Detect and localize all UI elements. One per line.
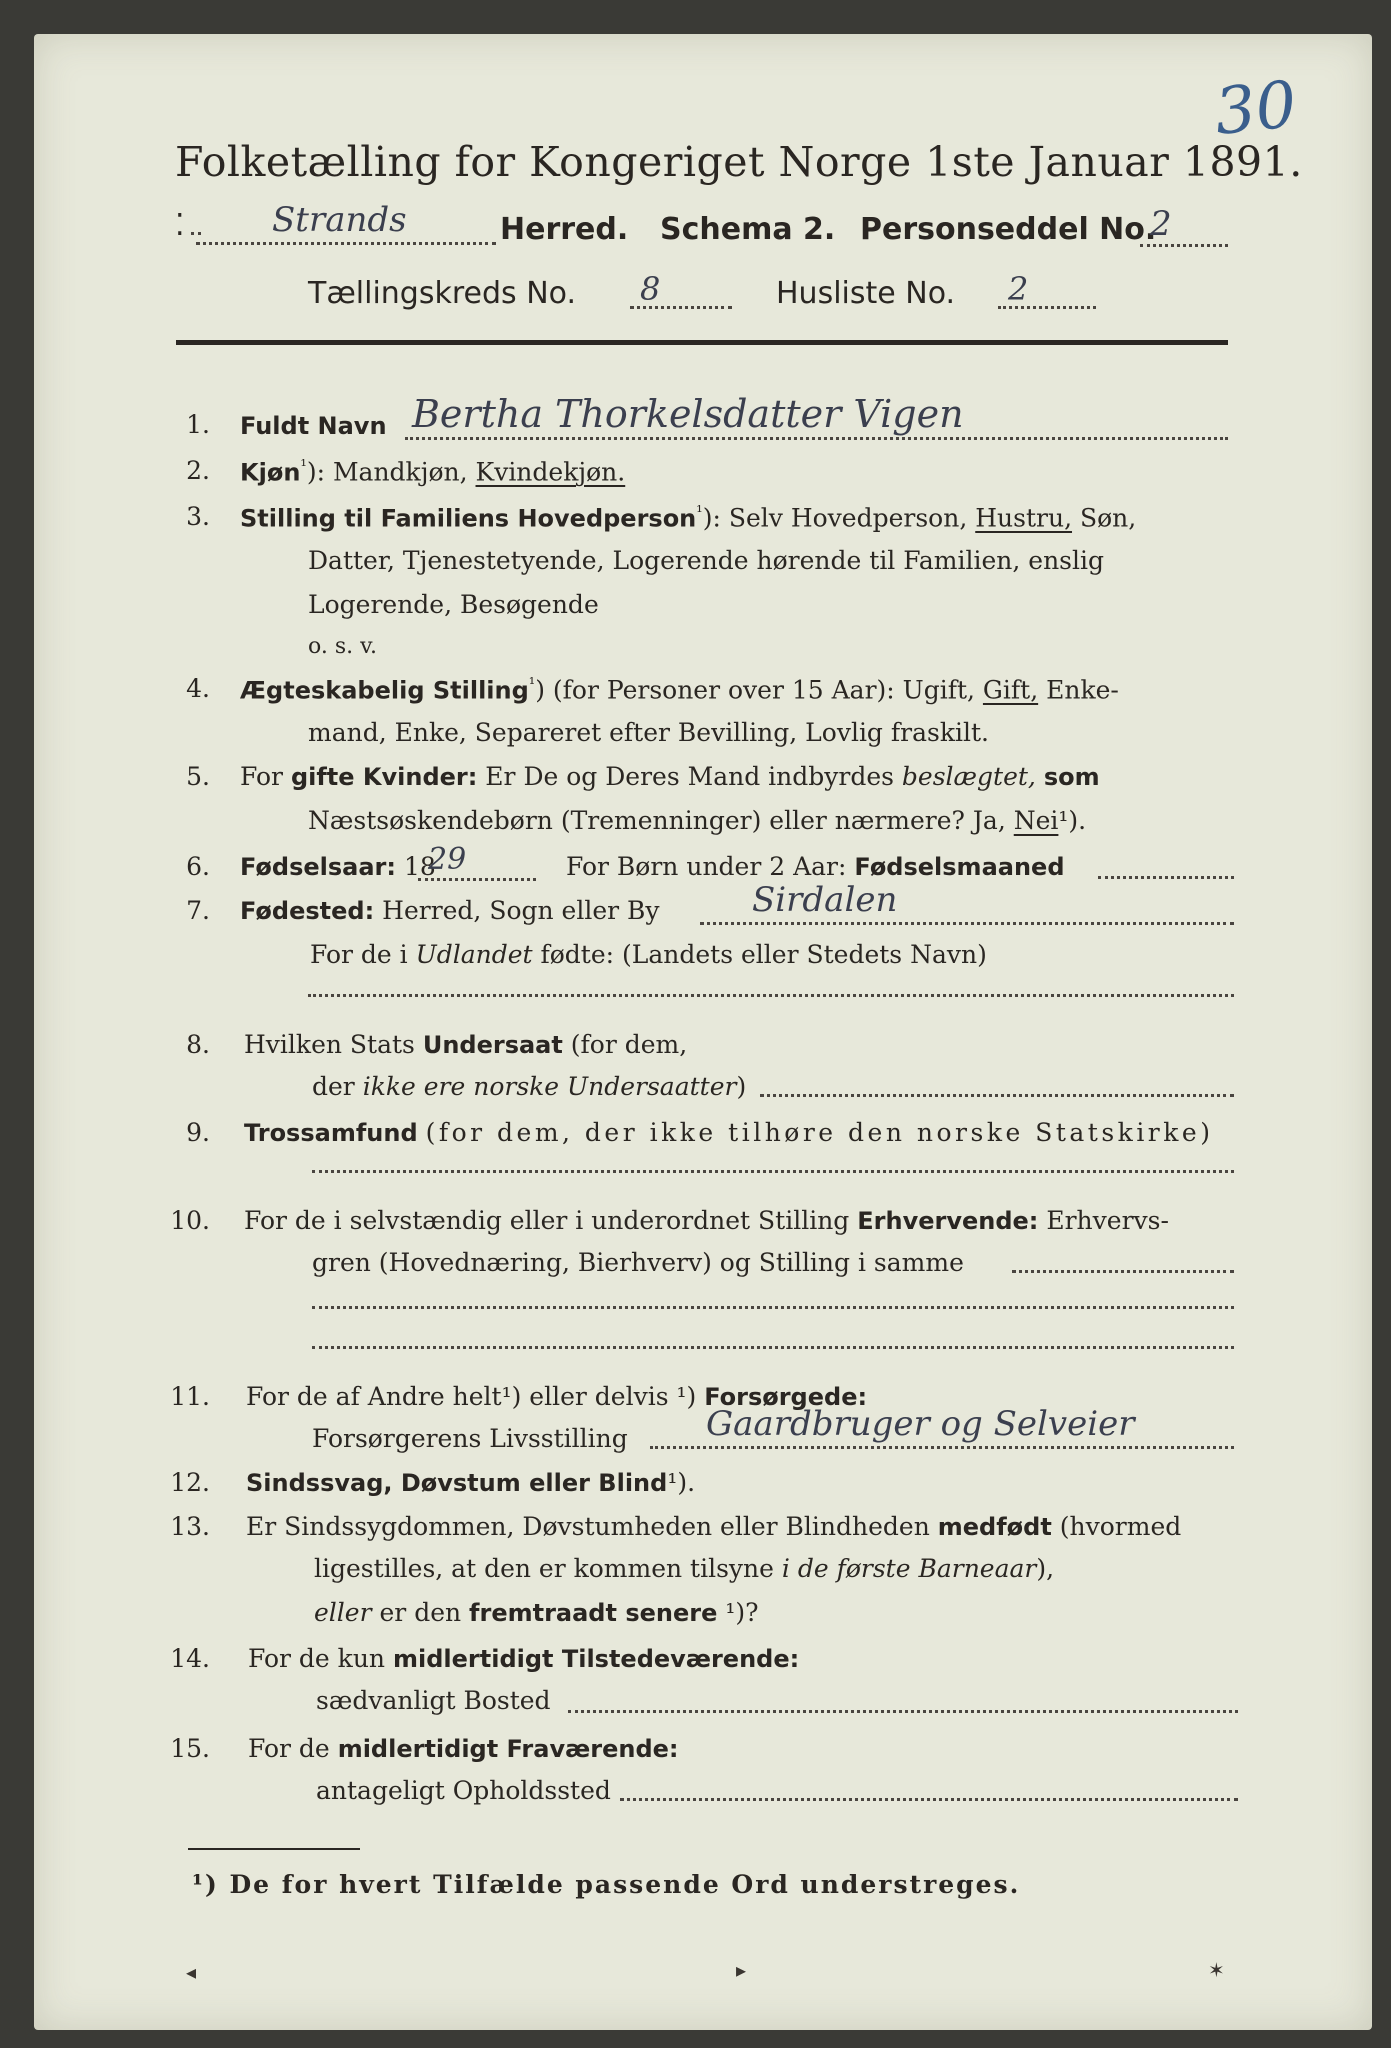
q14-line2: sædvanligt Bosted: [316, 1686, 551, 1715]
item-number: 11.: [170, 1382, 210, 1411]
q11-dots: [650, 1446, 1234, 1449]
q1-name-value: Bertha Thorkelsdatter Vigen: [412, 392, 964, 436]
q11-line: For de af Andre helt¹) eller delvis ¹) Forsørgede:: [246, 1382, 868, 1411]
item-number: 4.: [186, 674, 210, 703]
q15-line: For de midlertidigt Fraværende:: [248, 1734, 679, 1763]
schema-label: Schema 2.: [660, 212, 836, 247]
herred-dots: [196, 242, 496, 245]
q6-dots-b: [1098, 876, 1234, 879]
q10-dots-3: [312, 1346, 1234, 1349]
q7-birthplace-value: Sirdalen: [752, 880, 898, 920]
item-number: 8.: [186, 1030, 210, 1059]
q11-line2: Forsørgerens Livsstilling: [312, 1424, 628, 1453]
q7-dots-2: [308, 994, 1234, 997]
footnote: ¹) De for hvert Tilfælde passende Ord understreges.: [192, 1870, 1021, 1899]
q15-dots: [620, 1798, 1238, 1801]
item-number: 13.: [170, 1512, 210, 1541]
q4-selected: Gift,: [982, 675, 1039, 705]
husliste-value: 2: [1008, 270, 1029, 308]
q3-line4: o. s. v.: [308, 634, 377, 659]
q6-line-b: For Børn under 2 Aar: Fødselsmaaned: [566, 852, 1065, 881]
q3-selected: Hustru,: [975, 503, 1073, 533]
q10-line: For de i selvstændig eller i underordnet Stilling Erhvervende: Erhvervs-: [244, 1206, 1169, 1235]
q10-line2: gren (Hovednæring, Bierhverv) og Stilling i samme: [312, 1248, 964, 1277]
q8-line: Hvilken Stats Undersaat (for dem,: [244, 1030, 688, 1059]
q10-dots-2: [312, 1306, 1234, 1309]
q13-line3: eller er den fremtraadt senere ¹)?: [314, 1598, 759, 1627]
q3-line3: Logerende, Besøgende: [308, 590, 599, 619]
footnote-rule: [188, 1848, 360, 1850]
husliste-dots: [998, 306, 1096, 309]
q1-label: Fuldt Navn: [240, 412, 387, 440]
q2-line: Kjøn$^{^1}$): Mandkjøn, Kvindekjøn.: [240, 456, 626, 487]
q9-line: Trossamfund (for dem, der ikke tilhøre den norske Statskirke): [244, 1118, 1214, 1147]
form-title: Folketælling for Kongeriget Norge 1ste Januar 1891.: [175, 138, 1303, 186]
item-number: 9.: [186, 1118, 210, 1147]
q7-dots: [700, 922, 1234, 925]
kreds-value: 8: [640, 270, 661, 308]
q12-line: Sindssvag, Døvstum eller Blind¹).: [246, 1468, 696, 1497]
item-number: 2.: [186, 456, 210, 485]
kreds-label: Tællingskreds No.: [308, 276, 576, 311]
q8-line2: der ikke ere norske Undersaatter): [312, 1072, 747, 1101]
q5-selected: Nei: [1013, 806, 1059, 835]
q6-line: Fødselsaar: 18: [240, 852, 436, 881]
husliste-label: Husliste No.: [776, 276, 956, 311]
item-number: 15.: [170, 1734, 210, 1763]
corner-mark-icon: ✶: [1208, 1958, 1225, 1982]
q1-dots: [405, 437, 1228, 440]
item-number: 14.: [170, 1644, 210, 1673]
q7-line: Fødested: Herred, Sogn eller By: [240, 896, 660, 925]
q3-line: Stilling til Familiens Hovedperson$^{^1}$): Selv Hovedperson, Hustru, Søn,: [240, 502, 1137, 533]
item-number: 1.: [186, 410, 210, 439]
item-number: 5.: [186, 762, 210, 791]
center-mark-icon: ▸: [736, 1958, 747, 1982]
q5-line2: Næstsøskendebørn (Tremenninger) eller nærmere? Ja, Nei¹).: [308, 806, 1087, 835]
corner-mark-icon: ◂: [186, 1960, 197, 1984]
item-number: 12.: [170, 1468, 210, 1497]
q5-line: For gifte Kvinder: Er De og Deres Mand indbyrdes beslægtet, som: [240, 762, 1100, 791]
q7-line2: For de i Udlandet fødte: (Landets eller Stedets Navn): [310, 940, 987, 969]
q13-line: Er Sindssygdommen, Døvstumheden eller Blindheden medfødt (hvormed: [246, 1512, 1182, 1541]
item-number: 6.: [186, 852, 210, 881]
item-number: 10.: [170, 1206, 210, 1235]
header-rule: [176, 340, 1228, 345]
herred-value: Strands: [272, 200, 407, 240]
q13-line2: ligestilles, at den er kommen tilsyne i de første Barneaar),: [314, 1554, 1055, 1583]
personseddel-dots: [1140, 244, 1228, 247]
q15-line2: antageligt Opholdssted: [316, 1776, 611, 1805]
q6-year-value: 29: [428, 842, 467, 877]
census-form-sheet: [34, 34, 1372, 2030]
q10-dots: [1012, 1270, 1234, 1273]
q4-line2: mand, Enke, Separeret efter Bevilling, Lovlig fraskilt.: [308, 718, 989, 747]
q4-line: Ægteskabelig Stilling$^{^1}$) (for Personer over 15 Aar): Ugift, Gift, Enke-: [240, 674, 1119, 705]
item-number: 3.: [186, 502, 210, 531]
personseddel-value: 2: [1150, 204, 1172, 244]
q9-dots: [312, 1170, 1234, 1173]
herred-label: Herred.: [500, 212, 629, 247]
q14-line: For de kun midlertidigt Tilstedeværende:: [248, 1644, 800, 1673]
q3-line2: Datter, Tjenestetyende, Logerende hørende til Familien, enslig: [308, 546, 1105, 575]
personseddel-label: Personseddel No.: [860, 212, 1157, 247]
q11-provider-value: Gaardbruger og Selveier: [706, 1404, 1135, 1444]
item-number: 7.: [186, 896, 210, 925]
q6-dots: [418, 878, 536, 881]
q8-dots: [760, 1094, 1234, 1097]
q14-dots: [568, 1710, 1238, 1713]
header-herred-row: ⁚: [175, 208, 201, 243]
kreds-dots: [630, 306, 732, 309]
page-number: 30: [1211, 67, 1301, 151]
q2-selected: Kvindekjøn.: [475, 457, 626, 487]
